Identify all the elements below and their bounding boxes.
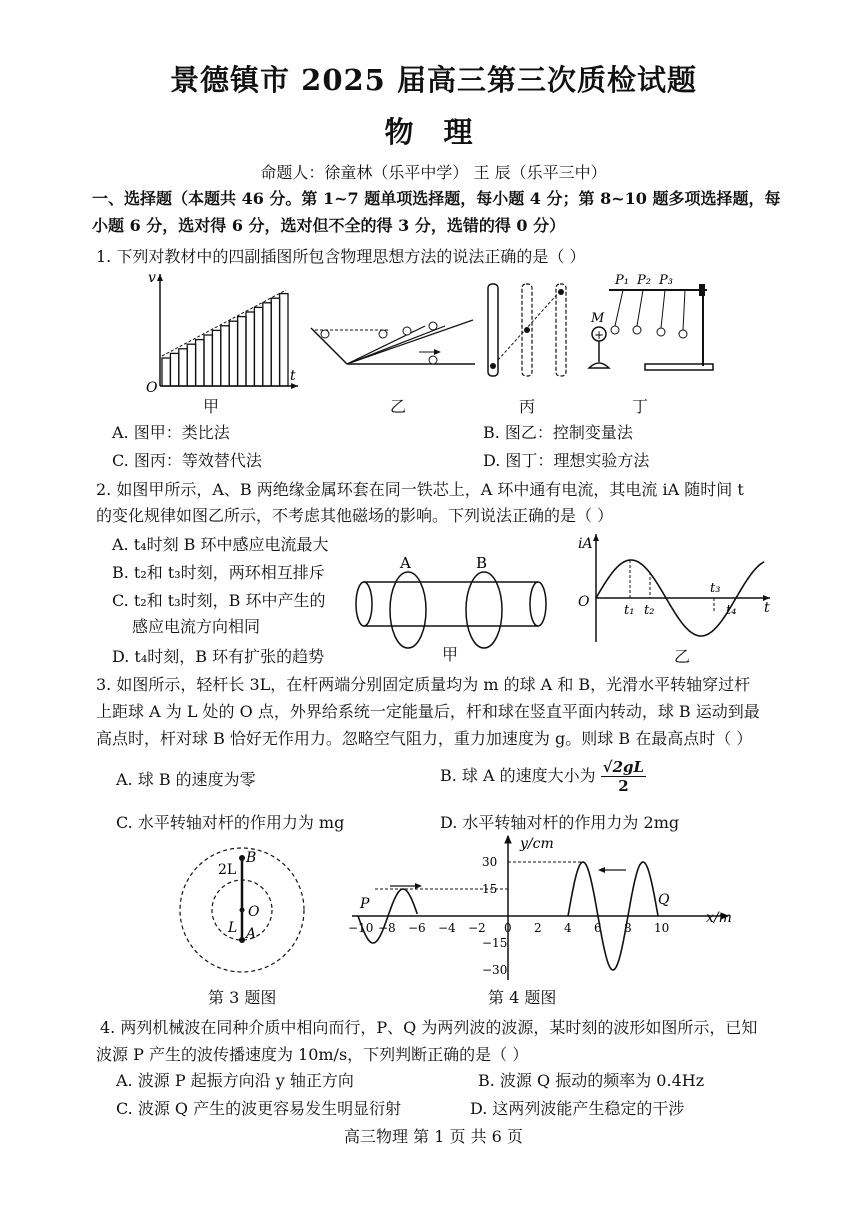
ding-m: M	[591, 311, 605, 326]
q4-stem-line2: 波源 P 产生的波传播速度为 10m/s，下列判断正确的是（ ）	[96, 1045, 529, 1064]
wave-x-tick: 6	[594, 921, 602, 935]
jia-bar	[238, 317, 246, 386]
wave-x-tick: 4	[564, 921, 572, 935]
q4-fig-caption: 第 4 题图	[488, 988, 557, 1007]
subject-title: 物 理	[384, 115, 483, 149]
q4-stem-line1: 4. 两列机械波在同种介质中相向而行，P、Q 为两列波的波源，某时刻的波形如图所示，已知	[100, 1018, 758, 1037]
jia-t-label: t	[290, 368, 296, 384]
jia-bar	[170, 353, 178, 386]
q2-option-a: A. t₄时刻 B 环中感应电流最大	[112, 535, 329, 554]
q3-figure	[178, 840, 308, 975]
yi-origin-label: O	[578, 594, 590, 610]
yi-ia-label: iA	[578, 536, 593, 552]
ding-p3: P₃	[659, 273, 673, 288]
q2-fig-yi-caption: 乙	[674, 647, 691, 666]
jia-bar	[229, 321, 237, 386]
q2-figure-jia	[352, 556, 552, 652]
q1-fig-ding-caption: 丁	[632, 397, 649, 416]
authors-line: 命题人：徐童林（乐平中学） 王 辰（乐平三中）	[260, 163, 607, 182]
q1-figure-ding	[585, 270, 715, 380]
wave-x-label: x/m	[706, 910, 732, 926]
q4-option-a: A. 波源 P 起振方向沿 y 轴正方向	[116, 1071, 354, 1090]
q1-option-a: A. 图甲：类比法	[112, 423, 230, 442]
q1-option-c: C. 图丙：等效替代法	[112, 451, 262, 470]
q1-figure-yi	[305, 300, 480, 380]
q4-option-c: C. 波源 Q 产生的波更容易发生明显衍射	[116, 1099, 402, 1118]
q3-option-b-fraction	[601, 758, 646, 795]
q1-option-d: D. 图丁：理想实验方法	[483, 451, 650, 470]
wave-x-tick: −10	[348, 921, 374, 935]
wave-p-label: P	[360, 896, 370, 912]
fig3-a-label: A	[246, 926, 257, 942]
q2-option-c-line1: C. t₂和 t₃时刻，B 环中产生的	[112, 591, 326, 610]
wave-x-tick: 2	[534, 921, 542, 935]
jia-bar	[221, 326, 229, 386]
yi-t3: t₃	[710, 581, 721, 596]
fig3-2l-label: 2L	[218, 862, 237, 878]
q3-stem-line3: 高点时，杆对球 B 恰好无作用力。忽略空气阻力，重力加速度为 g。则球 B 在最高点时（ ）	[96, 729, 753, 748]
q1-option-b: B. 图乙：控制变量法	[483, 423, 633, 442]
section-instructions-line1: 一、选择题（本题共 46 分。第 1~7 题单项选择题，每小题 4 分；第 8~10 题多项选择题，每	[92, 189, 781, 208]
fig3-l-label: L	[228, 920, 238, 936]
fig3-o-label: O	[248, 904, 260, 920]
q1-fig-bing-caption: 丙	[519, 397, 536, 416]
wave-x-tick: 8	[624, 921, 632, 935]
q2-fig-jia-caption: 甲	[442, 645, 459, 664]
wave-y-tick: −15	[482, 936, 508, 950]
wave-y-tick: −30	[482, 963, 508, 977]
yi-t4: t₄	[726, 603, 737, 618]
wave-y-tick: 15	[482, 882, 498, 896]
wave-y-tick: 30	[482, 855, 498, 869]
q4-figure	[348, 832, 734, 982]
q3-fraction-denominator: 2	[618, 777, 629, 795]
ring-b-label: B	[476, 556, 488, 572]
q2-figure-yi	[574, 530, 774, 644]
yi-t2: t₂	[644, 603, 655, 618]
q3-option-c: C. 水平转轴对杆的作用力为 mg	[116, 813, 345, 832]
exam-title: 景德镇市 2025 届高三第三次质检试题	[170, 63, 697, 97]
jia-bar	[162, 358, 170, 386]
q3-stem-line1: 3. 如图所示，轻杆长 3L，在杆两端分别固定质量均为 m 的球 A 和 B，光滑水平转轴穿过杆	[96, 675, 751, 694]
wave-x-tick: −2	[468, 921, 486, 935]
q3-fig-caption: 第 3 题图	[208, 988, 277, 1007]
q1-figure-jia	[140, 268, 300, 398]
wave-y-label: y/cm	[520, 836, 554, 852]
jia-bar	[271, 298, 279, 386]
q2-stem-line2: 的变化规律如图乙所示，不考虑其他磁场的影响。下列说法正确的是（ ）	[96, 506, 614, 525]
q2-option-b: B. t₂和 t₃时刻，两环相互排斥	[112, 563, 325, 582]
q3-option-a: A. 球 B 的速度为零	[116, 770, 256, 789]
yi-t1: t₁	[624, 603, 635, 618]
q3-stem-line2: 上距球 A 为 L 处的 O 点，外界给系统一定能量后，杆和球在竖直平面内转动，球 B 运动到最	[96, 702, 760, 721]
q3-option-d: D. 水平转轴对杆的作用力为 2mg	[440, 813, 680, 832]
section-instructions-line2: 小题 6 分，选对得 6 分，选对但不全的得 3 分，选错的得 0 分）	[92, 216, 566, 235]
jia-bar	[263, 303, 271, 386]
wave-x-tick: −6	[408, 921, 426, 935]
wave-x-tick: −4	[438, 921, 456, 935]
jia-v-label: v	[148, 270, 156, 286]
jia-origin-label: O	[146, 380, 158, 396]
q2-stem-line1: 2. 如图甲所示，A、B 两绝缘金属环套在同一铁芯上，A 环中通有电流，其电流 iA 随时间 t	[96, 480, 744, 499]
wave-x-tick: −8	[378, 921, 396, 935]
wave-x-tick: 0	[504, 921, 512, 935]
q1-fig-yi-caption: 乙	[390, 397, 407, 416]
q1-stem: 1. 下列对教材中的四副插图所包含物理思想方法的说法正确的是（ ）	[96, 247, 586, 266]
jia-bar	[246, 312, 254, 386]
page-footer: 高三物理 第 1 页 共 6 页	[344, 1127, 523, 1146]
jia-bar	[187, 344, 195, 386]
q1-fig-jia-caption: 甲	[203, 397, 220, 416]
q4-option-d: D. 这两列波能产生稳定的干涉	[470, 1099, 685, 1118]
yi-t-label: t	[764, 600, 770, 616]
q3-option-b-text: B. 球 A 的速度大小为	[440, 766, 596, 785]
jia-bar	[280, 294, 288, 386]
ding-p1: P₁	[615, 273, 629, 288]
q1-figure-bing	[482, 280, 572, 380]
jia-bar	[179, 349, 187, 386]
q4-option-b: B. 波源 Q 振动的频率为 0.4Hz	[478, 1071, 705, 1090]
ring-a-label: A	[400, 556, 411, 572]
wave-q-label: Q	[658, 892, 670, 908]
fig3-b-label: B	[246, 850, 257, 866]
q3-fraction-numerator: √2gL	[602, 758, 645, 776]
jia-bar	[212, 330, 220, 386]
svg-text:+: +	[594, 328, 605, 342]
ding-p2: P₂	[637, 273, 651, 288]
jia-bar	[254, 307, 262, 386]
jia-bar	[196, 340, 204, 386]
q2-option-d: D. t₄时刻，B 环有扩张的趋势	[112, 647, 325, 666]
q2-option-c-line2: 感应电流方向相同	[132, 617, 261, 636]
wave-x-tick: 10	[654, 921, 670, 935]
jia-bar	[204, 335, 212, 386]
q3-option-b	[440, 758, 646, 795]
